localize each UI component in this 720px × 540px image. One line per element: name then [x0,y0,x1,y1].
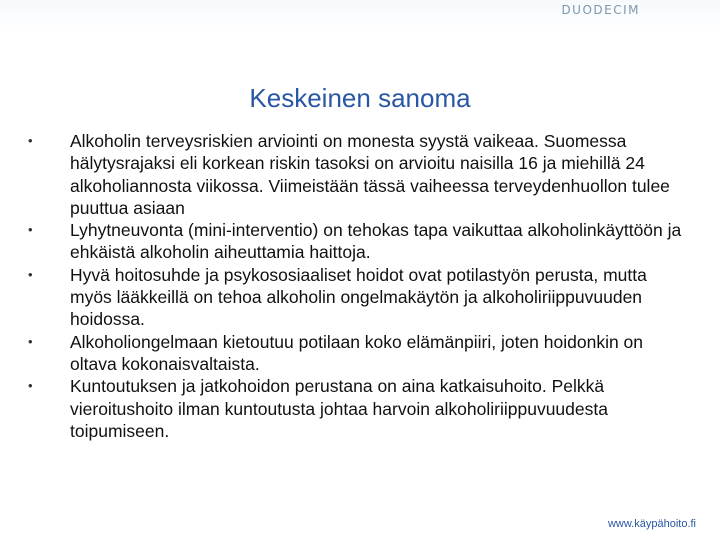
bullet-list [28,130,688,442]
bullet-item [28,375,688,442]
duodecim-logo: DUODECIM [561,3,640,17]
bullet-item [28,130,688,219]
bullet-text: Kuntoutuksen ja jatkohoidon perustana on aina katkaisuhoito. Pelkkä vieroitushoito ilman kuntoutusta johtaa harvoin alkoholiriippuvuudesta toipumiseen. [70,376,608,441]
footer-url-link[interactable]: www.käypähoito.fi [607,518,696,530]
bullet-text: Lyhytneuvonta (mini-interventio) on tehokas tapa vaikuttaa alkoholinkäyttöön ja ehkäistä alkoholin aiheuttamia haittoja. [70,220,682,263]
slide-title: Keskeinen sanoma [249,83,471,113]
bullet-dot-icon: • [28,222,33,238]
bullet-dot-icon: • [28,333,33,349]
bullet-dot-icon: • [28,378,33,394]
bullet-item [28,264,688,331]
bullet-item [28,219,688,264]
bullet-item [28,331,688,376]
bullet-text: Alkoholin terveysriskien arviointi on monesta syystä vaikeaa. Suomessa hälytysrajaksi eli korkean riskin tasoksi on arvioitu naisilla 16 ja miehillä 24 alkoholiannosta viikossa. Viimeistään tässä vaiheessa terveydenhuollon tulee puuttua asiaan [70,131,670,218]
bullet-text: Hyvä hoitosuhde ja psykososiaaliset hoidot ovat potilastyön perusta, mutta myös lääkkeillä on tehoa alkoholin ongelmakäytön ja alkoholiriippuvuuden hoidossa. [70,264,647,330]
bullet-dot-icon: • [28,133,33,148]
bullet-text: Alkoholiongelmaan kietoutuu potilaan koko elämänpiiri, joten hoidonkin on oltava kokonaisvaltaista. [70,331,644,374]
bullet-dot-icon: • [28,266,33,282]
